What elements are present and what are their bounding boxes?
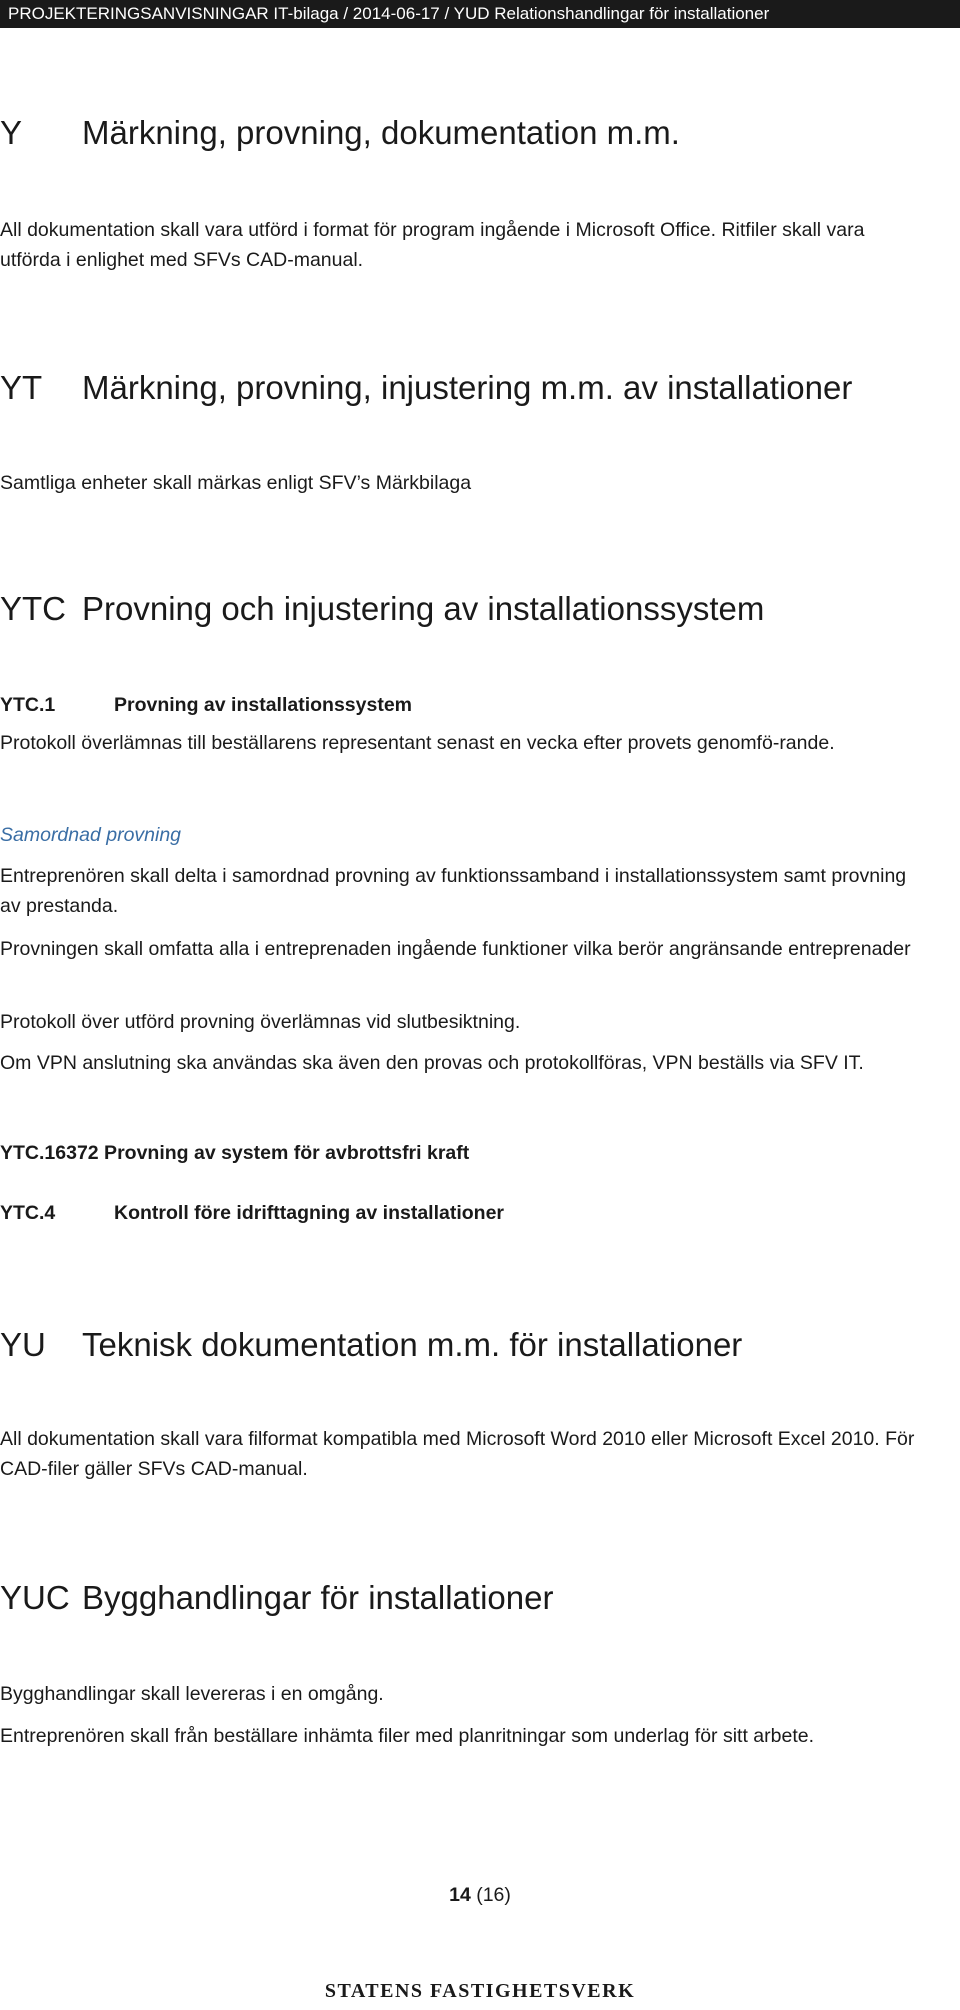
document-header: PROJEKTERINGSANVISNINGAR IT-bilaga / 2014-06-17 / YUD Relationshandlingar för installationer: [0, 0, 960, 28]
paragraph-ytc1: Protokoll överlämnas till beställarens representant senast en vecka efter provets genomfö-rande.: [0, 732, 835, 754]
heading-code: Y: [0, 114, 23, 151]
paragraph-y: All dokumentation skall vara utförd i format för program ingående i Microsoft Office. Ritfiler skall vara utförda i enlighet med SFVs CAD-manual.: [0, 219, 865, 271]
heading-title: Provning och injustering av installationssystem: [82, 590, 765, 627]
heading-code: YTC: [0, 590, 66, 627]
subheading-code: YTC.4: [0, 1202, 56, 1224]
paragraph-samordnad-4: Om VPN anslutning ska användas ska även den provas och protokollföras, VPN beställs via SFV IT.: [0, 1052, 864, 1074]
organization-logo: STATENS FASTIGHETSVERK: [324, 1980, 636, 2002]
heading-code: YUC: [0, 1579, 70, 1616]
paragraph-yuc-2: Entreprenören skall från beställare inhämta filer med planritningar som underlag för sitt arbete.: [0, 1725, 815, 1747]
heading-y: [0, 113, 680, 153]
page-number: [0, 1880, 960, 1910]
subheading-samordnad-provning: Samordnad provning: [0, 824, 182, 846]
heading-title: Märkning, provning, dokumentation m.m.: [82, 114, 680, 151]
subheading-title: Kontroll före idrifttagning av installationer: [114, 1202, 505, 1224]
paragraph-yu: All dokumentation skall vara filformat kompatibla med Microsoft Word 2010 eller Microsoft Excel 2010. För CAD-filer gäller SFVs CAD-manual.: [0, 1428, 915, 1480]
subheading-code: YTC.1: [0, 694, 56, 716]
subheading-ytc1: [0, 690, 412, 720]
heading-title: Teknisk dokumentation m.m. för installationer: [82, 1326, 743, 1363]
heading-title: Märkning, provning, injustering m.m. av installationer: [82, 369, 853, 406]
heading-yu: [0, 1325, 742, 1365]
paragraph-yuc-1: Bygghandlingar skall levereras i en omgång.: [0, 1683, 384, 1705]
heading-code: YU: [0, 1326, 46, 1363]
heading-ytc: [0, 589, 764, 629]
paragraph-samordnad-1: Entreprenören skall delta i samordnad provning av funktionssamband i installationssystem samt provning av prestanda.: [0, 865, 907, 917]
paragraph-yt: Samtliga enheter skall märkas enligt SFV’s Märkbilaga: [0, 472, 472, 494]
heading-code: YT: [0, 369, 43, 406]
subheading-title: Provning av installationssystem: [114, 694, 413, 716]
subheading-ytc16372: YTC.16372 Provning av system för avbrottsfri kraft: [0, 1142, 470, 1164]
heading-yuc: [0, 1578, 553, 1618]
heading-title: Bygghandlingar för installationer: [82, 1579, 554, 1616]
subheading-ytc4: [0, 1198, 504, 1228]
paragraph-samordnad-2: Provningen skall omfatta alla i entreprenaden ingående funktioner vilka berör angränsande entreprenader: [0, 938, 911, 960]
page-current: 14: [449, 1884, 471, 1906]
page-total: (16): [476, 1884, 511, 1906]
paragraph-samordnad-3: Protokoll över utförd provning överlämnas vid slutbesiktning.: [0, 1011, 521, 1033]
heading-yt: [0, 368, 852, 408]
